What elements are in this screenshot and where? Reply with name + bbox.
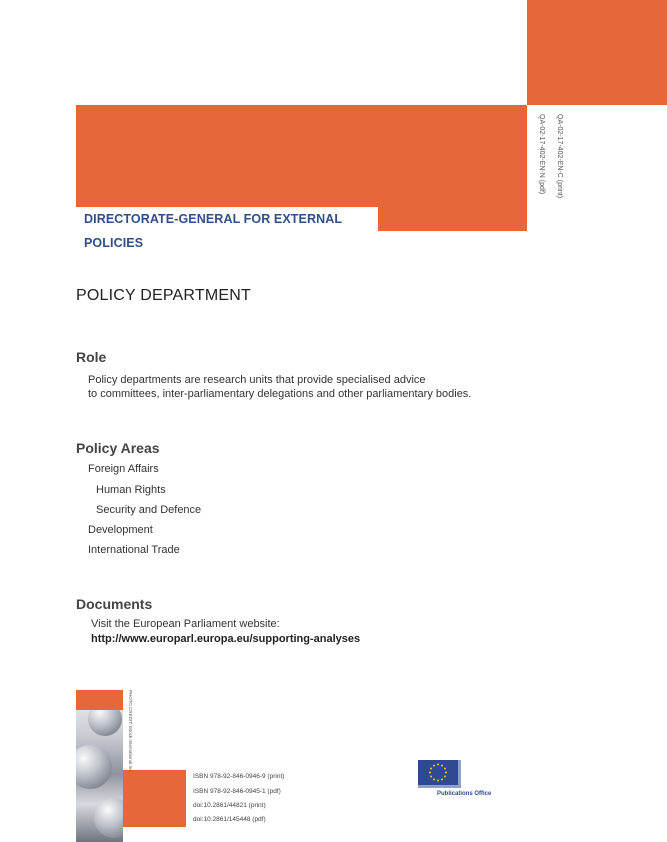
policy-area-item: Foreign Affairs: [88, 463, 159, 475]
catalogue-number-print: QA-02-17-402-EN-C (print): [556, 114, 563, 199]
policy-area-item: Development: [88, 524, 153, 536]
isbn-pdf: ISBN 978-92-846-0945-1 (pdf): [193, 788, 281, 795]
page-title: POLICY DEPARTMENT: [76, 287, 251, 304]
policy-area-item: Security and Defence: [96, 504, 202, 516]
publications-office-label: Publications Office: [437, 791, 492, 797]
documents-heading: Documents: [76, 596, 153, 612]
catalogue-number-pdf: QA-02-17-402-EN-N (pdf): [538, 114, 545, 195]
documents-text: Visit the European Parliament website:: [91, 618, 280, 630]
top-right-accent-block: [527, 0, 667, 105]
role-text-line-1: Policy departments are research units that provide specialised advice: [88, 374, 426, 386]
eu-flag-icon: [418, 760, 461, 788]
photo-credit: PHOTO CREDIT: iStock International Inc.: [128, 690, 133, 773]
role-heading: Role: [76, 349, 107, 365]
role-text-line-2: to committees, inter-parliamentary delegations and other parliamentary bodies.: [88, 388, 472, 400]
policy-area-item: International Trade: [88, 544, 180, 556]
directorate-label: DIRECTORATE-GENERAL FOR EXTERNAL POLICIES: [76, 207, 378, 231]
doi-print: doi:10.2861/44821 (print): [193, 802, 266, 809]
policy-area-item: Human Rights: [96, 484, 166, 496]
globe-graphic: [76, 745, 112, 789]
globe-graphic: [94, 798, 123, 838]
thumbnail-accent-bottom: [123, 770, 186, 827]
publications-office-logo: [418, 760, 508, 800]
policy-areas-heading: Policy Areas: [76, 440, 160, 456]
isbn-print: ISBN 978-92-846-0946-9 (print): [193, 773, 285, 780]
documents-link[interactable]: http://www.europarl.europa.eu/supporting-analyses: [91, 633, 361, 645]
cover-thumbnail-image: [76, 690, 123, 842]
doi-pdf: doi:10.2861/145448 (pdf): [193, 816, 266, 823]
thumbnail-accent-top: [76, 690, 123, 710]
